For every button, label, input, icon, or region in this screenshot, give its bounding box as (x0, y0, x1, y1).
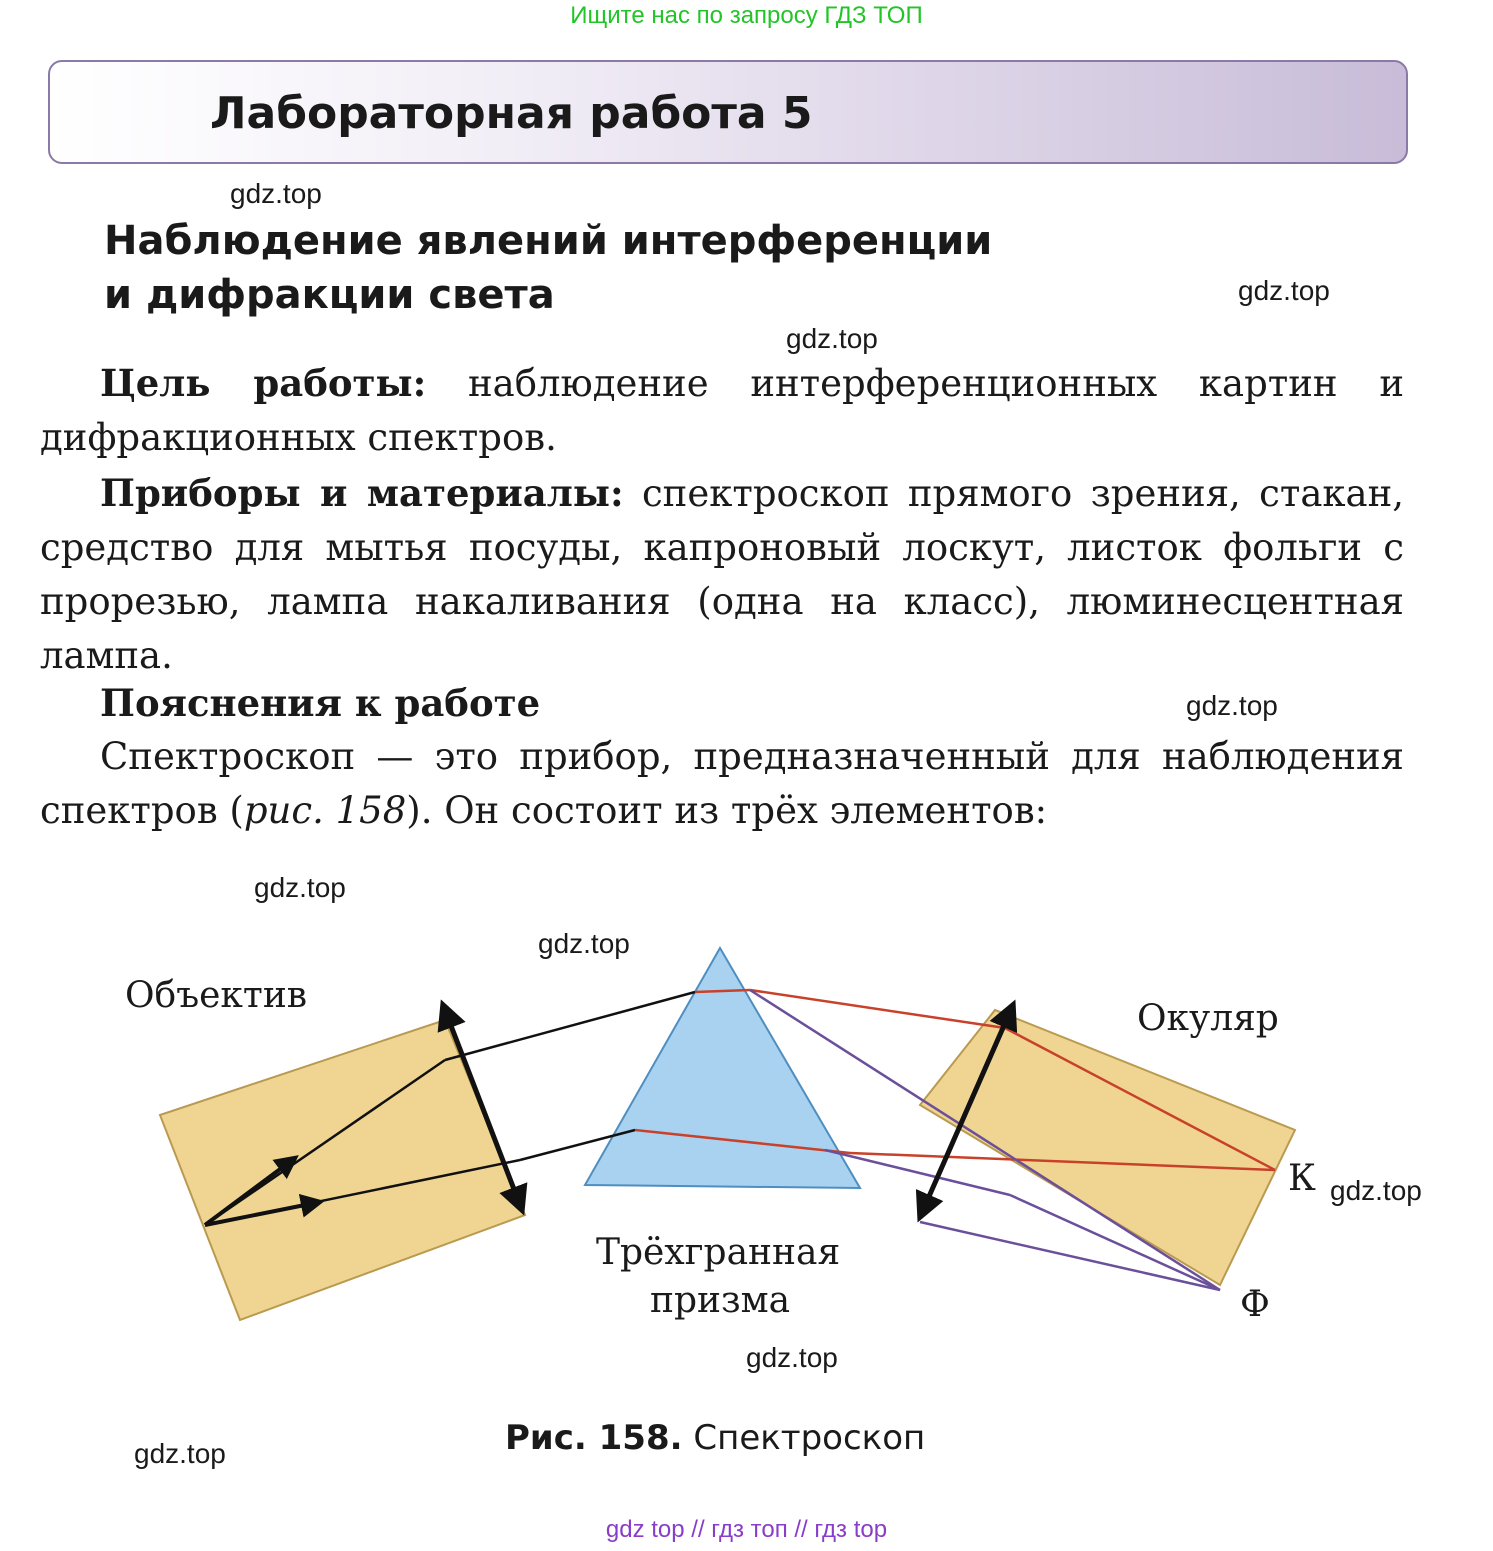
watermark: gdz.top (1238, 275, 1330, 306)
prism-label-line2: призма (650, 1280, 791, 1321)
topic-heading-line2: и дифракции света (104, 272, 555, 318)
objective-label: Объектив (125, 975, 308, 1016)
watermark: gdz.top (230, 178, 322, 209)
goal-text: наблюдение интерференционных картин и дифракционных спектров. (40, 362, 1404, 459)
figure-caption-label: Рис. 158. (505, 1418, 683, 1458)
materials-label: Приборы и материалы: (100, 471, 624, 515)
figure-caption-text: Спектроскоп (693, 1418, 926, 1458)
watermark: gdz.top (1186, 690, 1278, 721)
materials-text: спектроскоп прямого зрения, стакан, средство для мытья посуды, капроновый лоскут, листок фольги с прорезью, лампа накаливания (одна на класс), люминесцентная лампа. (40, 472, 1404, 677)
point-k-label: К (1288, 1158, 1316, 1199)
watermark: gdz.top (1330, 1175, 1422, 1206)
point-f-label: Ф (1240, 1284, 1270, 1325)
figure-caption (505, 1418, 925, 1458)
eyepiece-label: Окуляр (1137, 998, 1279, 1039)
triangular-prism (585, 948, 860, 1188)
watermark: gdz.top (786, 323, 878, 354)
red-ray (750, 990, 1005, 1028)
explanation-text-after: ). Он состоит из трёх элементов: (406, 789, 1048, 832)
figure-reference: рис. 158 (243, 789, 407, 832)
watermark: gdz.top (538, 928, 630, 959)
topic-heading-line1: Наблюдение явлений интерференции (104, 218, 993, 264)
watermark: gdz.top (134, 1438, 226, 1469)
prism-label-line1: Трёхгранная (596, 1232, 841, 1273)
explanation-text-before: Спектроскоп — это прибор, предназначенный для наблюдения спектров ( (40, 735, 1404, 832)
ray-line (445, 992, 695, 1060)
bottom-banner[interactable]: gdz top // гдз топ // гдз top (605, 1516, 888, 1543)
goal-label: Цель работы: (100, 361, 427, 405)
watermark: gdz.top (746, 1342, 838, 1373)
page-title: Лабораторная работа 5 (210, 88, 813, 139)
watermark: gdz.top (254, 872, 346, 903)
eyepiece-lens (920, 1010, 1295, 1285)
top-banner[interactable]: Ищите нас по запросу ГДЗ ТОП (570, 2, 923, 29)
explanation-heading: Пояснения к работе (100, 681, 541, 725)
